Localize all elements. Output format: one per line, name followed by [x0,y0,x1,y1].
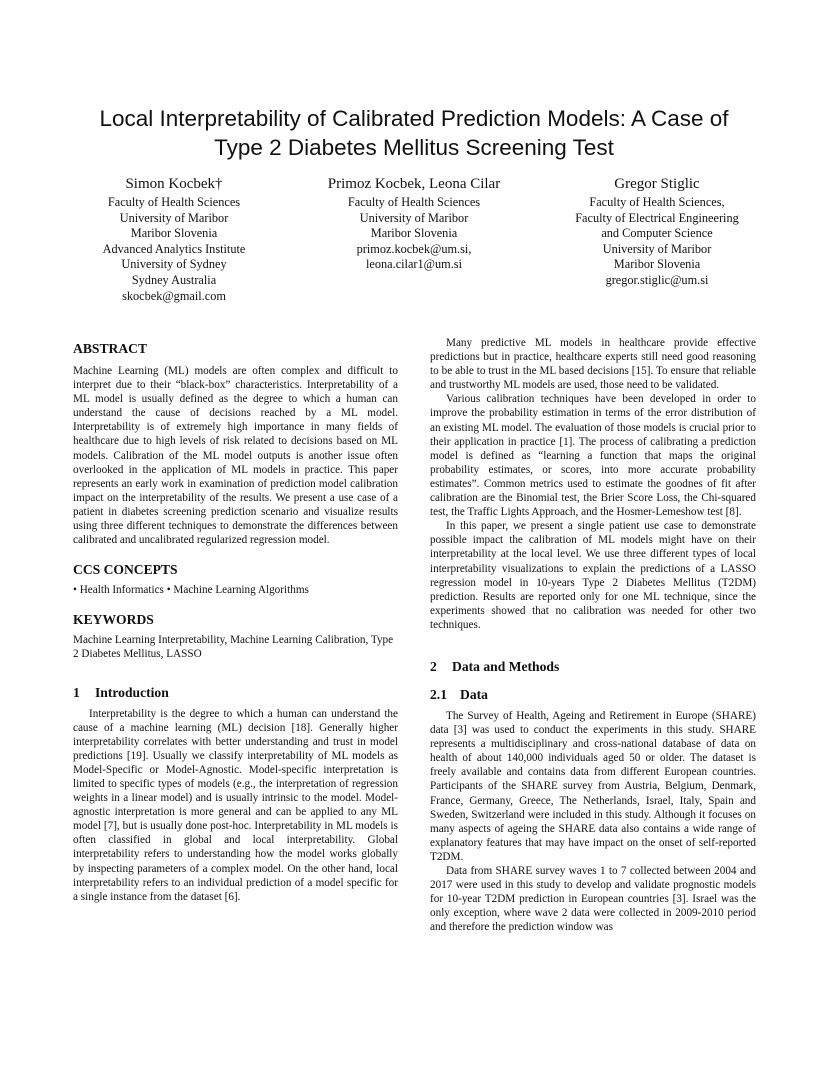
abstract-text: Machine Learning (ML) models are often complex and difficult to interpret due to their “black-box” characteristics. Interpretability of a ML model is usually defined as the degree to which a human can understand the cause of decisions reached by a ML model. Interpretability is of extremely high importance in many fields of healthcare due to high levels of risk related to decisions based on ML models. Calibration of the ML model outputs is another issue often overlooked in the application of ML models in practice. This paper represents an early work in examination of prediction model calibration impact on the interpretability of the results. We present a use case of a patient in diabetes screening prediction scenario and visualize results using three different techniques to demonstrate the differences between calibrated and uncalibrated regularized regression model. [73,365,398,547]
right-column [430,336,756,934]
affiliation-line: Maribor Slovenia [613,257,701,272]
section-2-1-heading [430,686,756,704]
affiliation-line: Faculty of Electrical Engineering [575,210,739,225]
section-1-heading [73,684,398,702]
section-number: 2 [430,658,437,674]
affiliation-line: University of Maribor [602,241,712,256]
ccs-heading: CCS CONCEPTS [73,562,178,578]
author-1 [64,174,284,304]
section-number: 1 [73,684,80,700]
author-name: Primoz Kocbek, Leona Cilar [327,176,501,192]
left-column [73,336,398,904]
author-email: gregor.stiglic@um.si [605,272,709,287]
affiliation-line: University of Maribor [119,210,229,225]
section-2-heading [430,658,756,676]
author-2 [304,174,524,273]
data-paragraph: The Survey of Health, Ageing and Retirement in Europe (SHARE) data [3] was used to conduct the experiments in this study. SHARE represents a multidisciplinary and cross-national database of data on health of about 140,000 individuals aged 50 or older. The dataset is freely available and contains data from different European countries. Participants of the SHARE survey from Austria, Belgium, Denmark, France, Germany, Greece, The Netherlands, Israel, Italy, Spain and Sweden, Switzerland were included in this study. Although it focuses on many aspects of ageing the SHARE data also contains a wide range of explanatory features that may have impact on the onset of self-reported T2DM. [430,709,756,863]
keywords-heading: KEYWORDS [73,612,154,628]
author-name: Gregor Stiglic [614,176,700,192]
section-number: 2.1 [430,686,447,702]
affiliation-line: Maribor Slovenia [370,226,458,241]
affiliation-line: and Computer Science [601,226,713,241]
title-line-1: Local Interpretability of Calibrated Prediction Models: A Case of [99,106,729,131]
section-title: Introduction [95,684,169,700]
affiliation-line: Faculty of Health Sciences, [589,195,725,209]
ccs-text: • Health Informatics • Machine Learning Algorithms [73,584,309,597]
body-paragraph: In this paper, we present a single patient use case to demonstrate possible impact the calibration of ML models might have on their interpretability at the local level. We use three different types of local interpretability visualizations to explain the predictions of a LASSO regression model in 10-years Type 2 Diabetes Mellitus (T2DM) prediction. Results are reported only for one ML technique, since the experiments showed that no calibration was needed for other two techniques. [430,520,756,631]
author-email: primoz.kocbek@um.si, [356,241,472,256]
abstract-heading: ABSTRACT [73,341,148,356]
author-email: leona.cilar1@um.si [365,257,462,272]
affiliation-line: Sydney Australia [131,272,217,287]
paper-title [60,104,768,162]
section-title: Data and Methods [452,658,560,674]
body-paragraph: Many predictive ML models in healthcare provide effective predictions but in practice, healthcare experts still need good reasoning to be able to trust in the ML based decisions [15]. To ensure that reliable and trustworthy ML models are used, those need to be validated. [430,337,756,392]
keywords-text: Machine Learning Interpretability, Machine Learning Calibration, Type 2 Diabetes Mellitus, LASSO [73,634,394,661]
data-paragraph: Data from SHARE survey waves 1 to 7 collected between 2004 and 2017 were used in this study to develop and validate prognostic models for 10-year T2DM prediction in European countries [3]. Israel was the only exception, where wave 2 data were collected in 2009-2010 period and therefore the prediction window was [430,865,756,934]
affiliation-line: Advanced Analytics Institute [102,241,246,256]
affiliation-line: University of Maribor [359,210,469,225]
author-name: Simon Kocbek† [125,176,223,192]
affiliation-line: Maribor Slovenia [130,226,218,241]
affiliation-line: Faculty of Health Sciences [107,195,241,209]
body-paragraph: Various calibration techniques have been developed in order to improve the probability estimation in terms of the error distribution of an existing ML model. The evaluation of those models is crucial prior to their application in practice [1]. The process of calibrating a prediction model is defined as “learning a function that maps the original probability estimates, or scores, into more accurate probability estimates”. Common metrics used to estimate the goodnes of fit after calibration are the Binomial test, the Brier Score Loss, the Chi-squared test, the Traffic Lights Approach, and the Hosmer-Lemeshow test [8]. [430,393,756,519]
author-email: skocbek@gmail.com [122,288,226,303]
author-3 [547,174,767,289]
section-title: Data [460,686,488,702]
affiliation-line: University of Sydney [121,257,227,272]
intro-paragraph: Interpretability is the degree to which a human can understand the cause of a machine learning (ML) decision [18]. Generally higher interpretability correlates with better understanding and trust in model predictions [19]. Usually we classify interpretability of ML models as Model-Specific or Model-Agnostic. Model-specific interpretation is limited to specific types of models (e.g., the interpretation of regression weights in a linear model) and is usually intrinsic to the model. Model-agnostic interpretation is more general and can be applied to any ML model [7], but is usually done post-hoc. Interpretability in ML models is often classified in global and local interpretability. Global interpretability refers to understanding how the model works globally by inspecting parameters of a complex model. On the other hand, local interpretability refers to an individual prediction of a model specific for a single instance from the dataset [6]. [73,707,398,903]
affiliation-line: Faculty of Health Sciences [347,195,481,209]
title-line-2: Type 2 Diabetes Mellitus Screening Test [214,135,614,160]
